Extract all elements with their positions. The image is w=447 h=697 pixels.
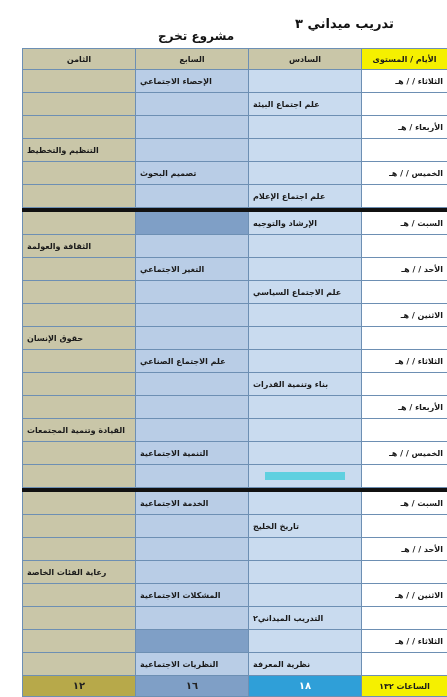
day-cell: الثلاثاء / / هـ (362, 630, 447, 653)
table-row (23, 350, 447, 373)
day-cell (362, 607, 447, 630)
level-7-cell (136, 350, 249, 373)
day-cell (362, 419, 447, 442)
header-days-levels: الأيام / المستوى (362, 49, 447, 70)
level-8-cell (23, 396, 136, 419)
level-7-cell (136, 258, 249, 281)
level-6-cell (249, 607, 362, 630)
table-row (23, 70, 447, 93)
day-cell (362, 281, 447, 304)
course-name: النظريات الاجتماعية (140, 660, 244, 669)
day-cell: الخميس / / هـ (362, 162, 447, 185)
level-7-cell (136, 607, 249, 630)
level-6-cell (249, 442, 362, 465)
course-name: الخدمة الاجتماعية (140, 499, 244, 508)
level-6-cell (249, 304, 362, 327)
level-8-cell (23, 212, 136, 235)
level-6-cell (249, 630, 362, 653)
table-row (23, 258, 447, 281)
course-name: التدريب الميداني٢ (253, 614, 357, 623)
level-7-cell (136, 419, 249, 442)
footer-hours-level-6: ١٨ (249, 676, 362, 697)
course-name: علم الاجتماع السياسي (253, 288, 357, 297)
page-titles (0, 0, 447, 48)
level-6-cell (249, 396, 362, 419)
level-6-cell (249, 515, 362, 538)
table-row (23, 630, 447, 653)
schedule-table (22, 48, 447, 697)
level-8-cell (23, 162, 136, 185)
level-8-cell (23, 93, 136, 116)
header-level-7: السابع (136, 49, 249, 70)
level-6-cell (249, 185, 362, 208)
level-8-cell (23, 492, 136, 515)
day-cell: الأحد / / هـ (362, 538, 447, 561)
level-6-cell (249, 116, 362, 139)
level-8-cell (23, 139, 136, 162)
table-row (23, 93, 447, 116)
level-6-cell (249, 212, 362, 235)
course-name: التنمية الاجتماعية (140, 449, 244, 458)
level-7-cell (136, 139, 249, 162)
hours-footer-row (23, 676, 447, 697)
header-row (23, 49, 447, 70)
table-row (23, 492, 447, 515)
level-8-cell (23, 373, 136, 396)
level-6-cell (249, 139, 362, 162)
day-cell (362, 561, 447, 584)
level-6-cell (249, 492, 362, 515)
table-row (23, 116, 447, 139)
footer-total-hours: الساعات ١٣٢ (362, 676, 447, 697)
level-7-cell (136, 630, 249, 653)
course-name: القيادة وتنمية المجتمعات (27, 426, 131, 435)
schedule-body (23, 49, 447, 697)
header-level-8: الثامن (23, 49, 136, 70)
course-name: بناء وتنمية القدرات (253, 380, 357, 389)
level-7-cell (136, 185, 249, 208)
day-cell (362, 373, 447, 396)
highlight-mark (265, 472, 345, 480)
day-cell: الثلاثاء / / هـ (362, 350, 447, 373)
level-8-cell (23, 584, 136, 607)
level-7-cell (136, 538, 249, 561)
level-8-cell (23, 185, 136, 208)
level-8-cell (23, 630, 136, 653)
level-6-cell (249, 258, 362, 281)
table-row (23, 607, 447, 630)
course-name: الإحصاء الاجتماعي (140, 77, 244, 86)
level-8-cell (23, 281, 136, 304)
level-6-cell (249, 235, 362, 258)
level-6-cell (249, 584, 362, 607)
day-cell (362, 653, 447, 676)
level-8-cell (23, 70, 136, 93)
table-row (23, 304, 447, 327)
page-subtitle: مشروع تخرج (158, 29, 234, 43)
level-8-cell (23, 465, 136, 488)
course-name: الثقافة والعولمة (27, 242, 131, 251)
level-8-cell (23, 419, 136, 442)
level-8-cell (23, 304, 136, 327)
table-row (23, 396, 447, 419)
level-7-cell (136, 281, 249, 304)
level-8-cell (23, 116, 136, 139)
day-cell: الخميس / / هـ (362, 442, 447, 465)
level-8-cell (23, 327, 136, 350)
day-cell (362, 235, 447, 258)
level-6-cell (249, 561, 362, 584)
footer-hours-level-7: ١٦ (136, 676, 249, 697)
level-8-cell (23, 653, 136, 676)
level-8-cell (23, 561, 136, 584)
level-6-cell (249, 70, 362, 93)
day-cell (362, 327, 447, 350)
level-7-cell (136, 653, 249, 676)
table-row (23, 442, 447, 465)
day-cell: السبت / هـ (362, 212, 447, 235)
page-title: تدريب ميداني ٣ (295, 17, 394, 32)
table-row (23, 185, 447, 208)
level-7-cell (136, 304, 249, 327)
level-8-cell (23, 607, 136, 630)
level-6-cell (249, 653, 362, 676)
level-7-cell (136, 465, 249, 488)
table-row (23, 465, 447, 488)
level-7-cell (136, 515, 249, 538)
table-row (23, 538, 447, 561)
level-6-cell (249, 538, 362, 561)
level-7-cell (136, 235, 249, 258)
level-7-cell (136, 327, 249, 350)
day-cell (362, 139, 447, 162)
day-cell (362, 465, 447, 488)
level-7-cell (136, 116, 249, 139)
table-row (23, 281, 447, 304)
day-cell (362, 93, 447, 116)
table-row (23, 653, 447, 676)
day-cell: السبت / هـ (362, 492, 447, 515)
course-name: التغير الاجتماعي (140, 265, 244, 274)
course-name: رعاية الفئات الخاصة (27, 568, 131, 577)
day-cell: الأحد / / هـ (362, 258, 447, 281)
level-8-cell (23, 350, 136, 373)
course-name: التنظيم والتخطيط (27, 146, 131, 155)
level-8-cell (23, 538, 136, 561)
level-6-cell (249, 93, 362, 116)
table-row (23, 327, 447, 350)
table-row (23, 584, 447, 607)
level-6-cell (249, 350, 362, 373)
level-7-cell (136, 561, 249, 584)
level-6-cell (249, 465, 362, 488)
level-6-cell (249, 419, 362, 442)
level-7-cell (136, 93, 249, 116)
level-7-cell (136, 442, 249, 465)
footer-hours-level-8: ١٢ (23, 676, 136, 697)
level-7-cell (136, 373, 249, 396)
course-name: تاريخ الخليج (253, 522, 357, 531)
level-6-cell (249, 373, 362, 396)
level-6-cell (249, 281, 362, 304)
level-7-cell (136, 396, 249, 419)
day-cell: الاثنين / هـ (362, 304, 447, 327)
table-row (23, 515, 447, 538)
level-7-cell (136, 70, 249, 93)
level-7-cell (136, 212, 249, 235)
level-8-cell (23, 235, 136, 258)
course-name: نظرية المعرفة (253, 660, 357, 669)
table-row (23, 212, 447, 235)
course-name: تصميم البحوث (140, 169, 244, 178)
day-cell: الأربعاء / هـ (362, 396, 447, 419)
day-cell: الثلاثاء / / هـ (362, 70, 447, 93)
table-row (23, 235, 447, 258)
course-name: الإرشاد والتوجيه (253, 219, 357, 228)
level-8-cell (23, 258, 136, 281)
day-cell: الاثنين / / هـ (362, 584, 447, 607)
header-level-6: السادس (249, 49, 362, 70)
level-7-cell (136, 492, 249, 515)
course-name: المشكلات الاجتماعية (140, 591, 244, 600)
level-7-cell (136, 584, 249, 607)
level-7-cell (136, 162, 249, 185)
day-cell (362, 515, 447, 538)
day-cell (362, 185, 447, 208)
level-6-cell (249, 327, 362, 350)
course-name: علم الاجتماع الصناعي (140, 357, 244, 366)
table-row (23, 139, 447, 162)
course-name: حقوق الإنسان (27, 334, 131, 343)
table-row (23, 561, 447, 584)
table-row (23, 373, 447, 396)
level-8-cell (23, 442, 136, 465)
level-6-cell (249, 162, 362, 185)
table-row (23, 162, 447, 185)
course-name: علم اجتماع البيئة (253, 100, 357, 109)
day-cell: الأربعاء / هـ (362, 116, 447, 139)
table-row (23, 419, 447, 442)
level-8-cell (23, 515, 136, 538)
course-name: علم اجتماع الإعلام (253, 192, 357, 201)
